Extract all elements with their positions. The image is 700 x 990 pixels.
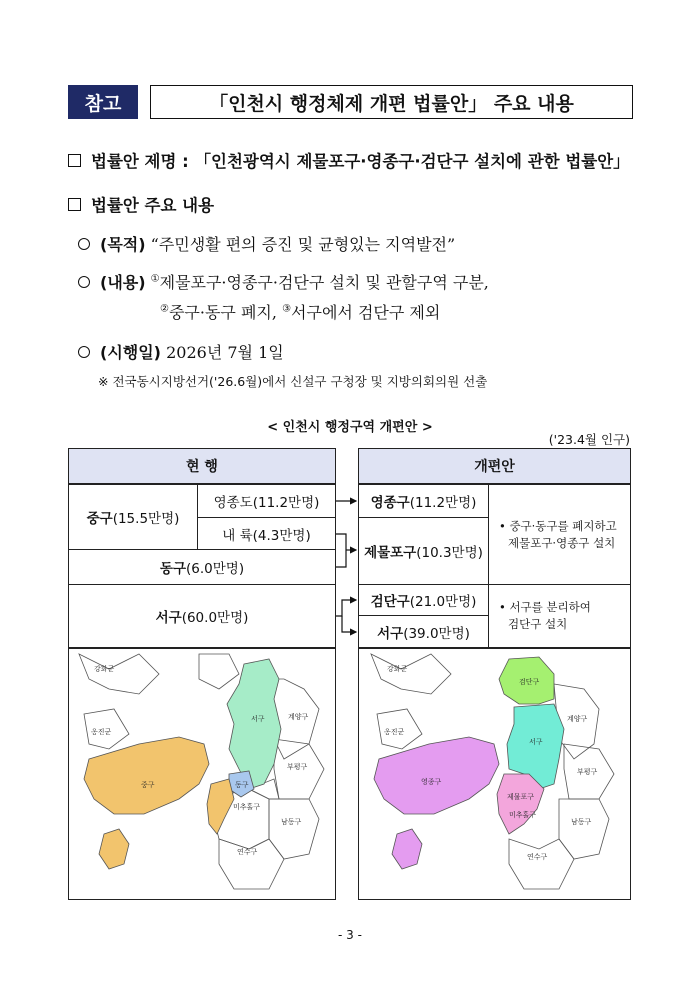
junggu-naeryuk-region <box>207 779 234 834</box>
seogu-region <box>227 659 281 789</box>
svg-text:동구: 동구 <box>235 781 249 789</box>
svg-text:중구: 중구 <box>141 781 155 789</box>
junggu-cell: 중구 (15.5만명) <box>68 484 198 550</box>
yeongjonggu-island-region <box>392 829 422 869</box>
mapping-arrows <box>336 484 360 648</box>
svg-text:서구: 서구 <box>529 738 543 746</box>
jemulpogu-region <box>497 774 544 834</box>
svg-text:강화군: 강화군 <box>387 665 408 673</box>
junggu-region <box>84 737 209 814</box>
map-current <box>68 648 336 900</box>
bracket-icon <box>336 534 346 567</box>
map-new-svg <box>359 649 630 899</box>
yeongjongdo-cell: 영종도(11.2만명) <box>197 484 336 518</box>
section-bill-title: 법률안 제명 : 「인천광역시 제물포구·영종구·검단구 설치에 관한 법률안」 <box>68 148 630 172</box>
svg-text:연수구: 연수구 <box>237 848 258 856</box>
current-header: 현 행 <box>68 448 336 484</box>
map-new <box>358 648 631 900</box>
yeongjonggu-cell: 영종구 (11.2만명) <box>358 484 489 518</box>
remark-split: • 서구를 분리하여 검단구 설치 <box>488 584 631 648</box>
table-caption: < 인천시 행정구역 개편안 > <box>267 420 433 435</box>
remark-merge: • 중구·동구를 폐지하고 제물포구·영종구 설치 <box>488 484 631 585</box>
map-current-svg <box>69 649 335 899</box>
circle-bullet-icon <box>78 276 90 288</box>
geomdangu-cell: 검단구 (21.0만명) <box>358 584 489 616</box>
donggu-cell: 동구 (6.0만명) <box>68 549 336 585</box>
svg-text:강화군: 강화군 <box>94 665 115 673</box>
svg-text:제물포구: 제물포구 <box>507 793 535 801</box>
svg-text:옹진군: 옹진군 <box>91 728 112 736</box>
page-title: 「인천시 행정체제 개편 법률안」 주요 내용 <box>150 85 633 119</box>
circle-bullet-icon <box>78 346 90 358</box>
content-item: (내용) ①제물포구·영종구·검단구 설치 및 관할구역 구분, <box>78 270 489 293</box>
jemulpogu-cell: 제물포구 (10.3만명) <box>358 517 489 585</box>
bill-title-value: 「인천광역시 제물포구·영종구·검단구 설치에 관한 법률안」 <box>194 152 630 171</box>
election-note: ※ 전국동시지방선거('26.6월)에서 신설구 구청장 및 지방의회의원 선출 <box>98 374 488 389</box>
svg-text:옹진군: 옹진군 <box>384 728 405 736</box>
svg-text:부평구: 부평구 <box>577 768 598 776</box>
svg-text:부평구: 부평구 <box>287 763 308 771</box>
circle-bullet-icon <box>78 238 90 250</box>
new-header: 개편안 <box>358 448 631 484</box>
svg-text:연수구: 연수구 <box>527 853 548 861</box>
square-bullet-icon <box>68 198 81 211</box>
section-main-content: 법률안 주요 내용 <box>68 192 214 216</box>
page-number: - 3 - <box>338 928 362 942</box>
population-basis: ('23.4월 인구) <box>548 432 630 447</box>
naeryuk-cell: 내 륙(4.3만명) <box>197 517 336 550</box>
svg-text:검단구: 검단구 <box>519 678 540 686</box>
content-item-line2: ②중구·동구 폐지, ③서구에서 검단구 제외 <box>160 303 441 322</box>
yeongjonggu-region <box>374 737 499 814</box>
square-bullet-icon <box>68 154 81 167</box>
svg-text:계양구: 계양구 <box>567 715 588 723</box>
svg-text:미추홀구: 미추홀구 <box>509 811 537 819</box>
arrow-icon <box>336 600 356 616</box>
svg-text:서구: 서구 <box>251 715 265 723</box>
reference-badge: 참고 <box>68 85 138 119</box>
purpose-item: (목적) “주민생활 편의 증진 및 균형있는 지역발전” <box>78 232 455 255</box>
svg-text:계양구: 계양구 <box>288 713 309 721</box>
svg-text:미추홀구: 미추홀구 <box>233 803 261 811</box>
arrow-icon <box>342 616 356 632</box>
seogu-cell: 서구 (60.0만명) <box>68 584 336 648</box>
junggu-island-region <box>99 829 129 869</box>
svg-text:영종구: 영종구 <box>421 778 442 786</box>
svg-text:남동구: 남동구 <box>571 818 592 826</box>
newseogu-cell: 서구 (39.0만명) <box>358 615 489 648</box>
svg-text:남동구: 남동구 <box>281 818 302 826</box>
enforcement-item: (시행일) 2026년 7월 1일 <box>78 340 284 363</box>
